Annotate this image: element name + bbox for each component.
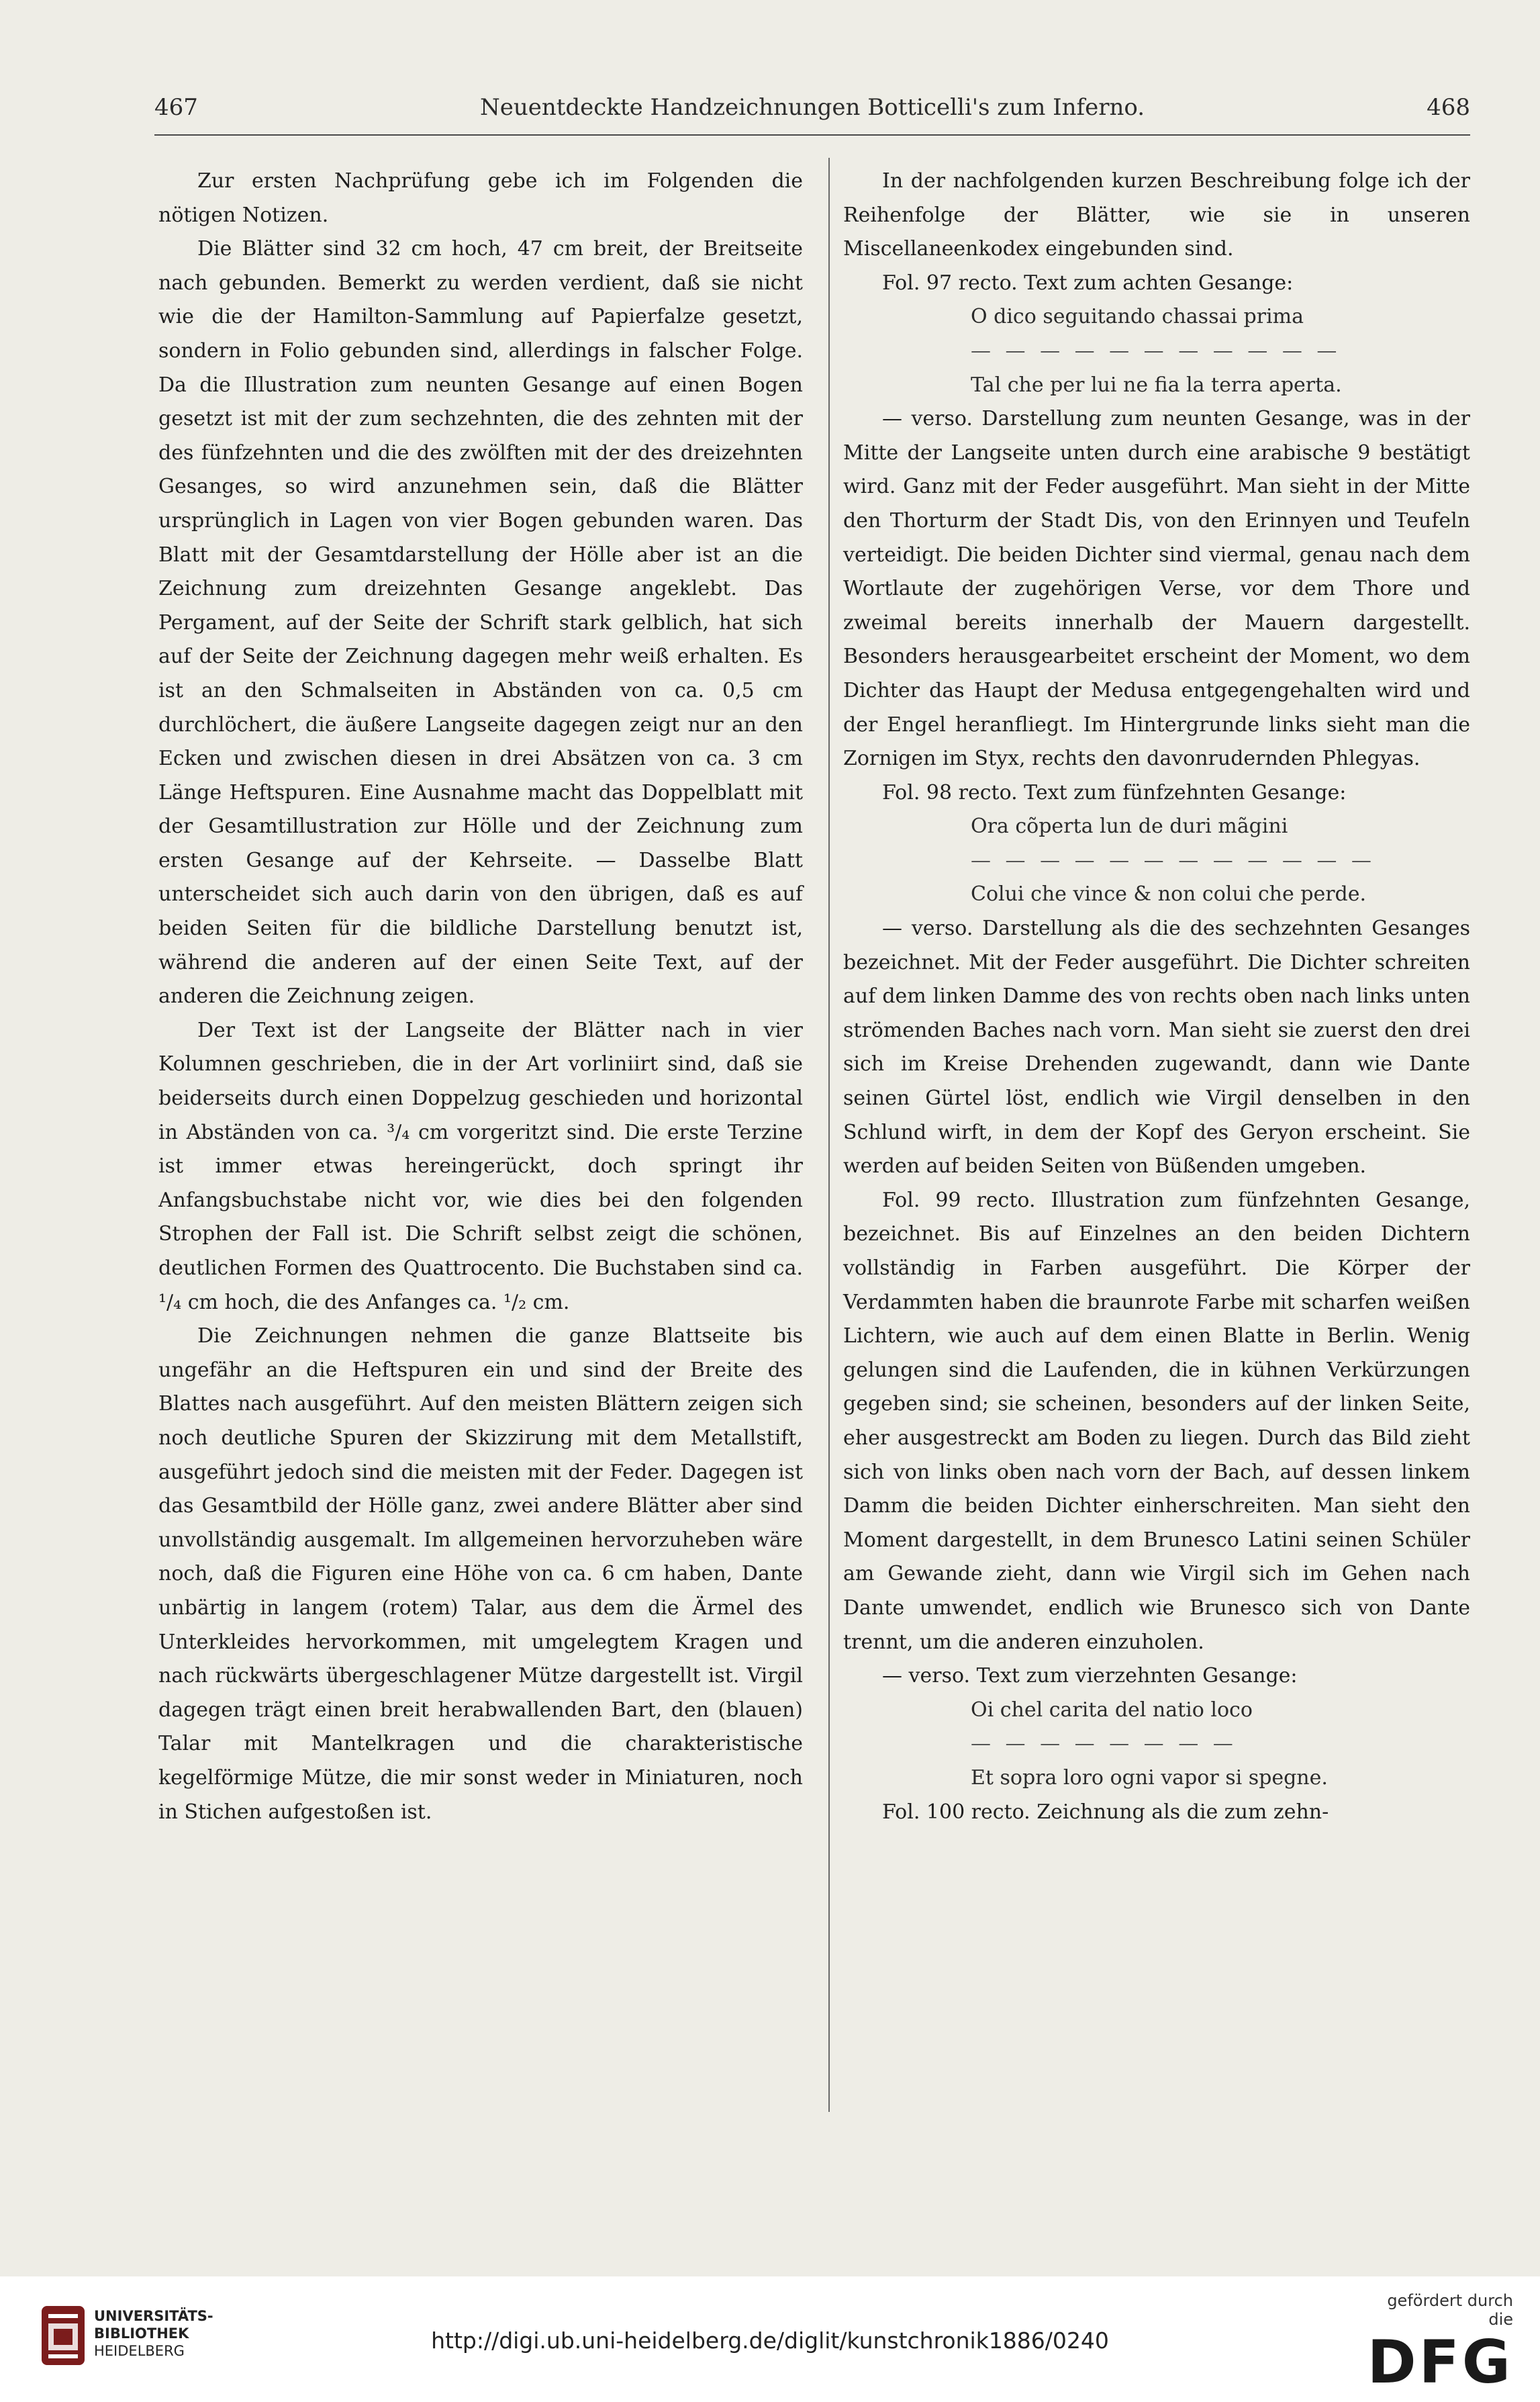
paragraph: — verso. Darstellung zum neunten Gesange, was in der Mitte der Langseite unten durch eine arabische 9 bestätigt wird. Ganz mit der Feder ausgeführt. Man sieht in der Mitte den Thorturm der Stadt Dis, von den Erinnyen und Teufeln verteidigt. Die beiden Dichter sind viermal, genau nach dem Wortlaute der zugehörigen Verse, vor dem Thore und zweimal bereits innerhalb der Mauern dargestellt. Besonders herausgearbeitet erscheint der Moment, wo dem Dichter das Haupt der Medusa entgegengehalten wird und der Engel heranfliegt. Im Hintergrunde links sieht man die Zornigen im Styx, rechts den davonrudernden Phlegyas. (843, 407, 1470, 771)
paragraph: Fol. 99 recto. Illustration zum fünfzehnten Gesange, bezeichnet. Bis auf Einzelnes an den beiden Dichtern vollständig in Farben ausgeführt. Die Körper der Verdammten haben die braunrote Farbe mit scharfen weißen Lichtern, wie auch auf dem einen Blatte in Berlin. Wenig gelungen sind die Laufenden, die in kühnen Verkürzungen gegeben sind; sie scheinen, besonders auf der linken Seite, eher ausgestreckt am Boden zu liegen. Durch das Bild zieht sich von links oben nach vorn der Bach, auf dessen linkem Damm die beiden Dichter einherschreiten. Man sieht den Moment dargestellt, in dem Brunesco Latini seinen Schüler am Gewande zieht, dann wie Virgil sich im Gehen nach Dante umwendet, endlich wie Brunesco sich von Dante trennt, um die anderen einzuholen. (843, 1188, 1470, 1654)
verse-line: O dico seguitando chassai prima (971, 305, 1304, 329)
header-rule (154, 134, 1470, 136)
verse-line: Colui che vince & non colui che perde. (971, 882, 1367, 907)
left-column (158, 165, 803, 1829)
paragraph: Fol. 98 recto. Text zum fünfzehnten Gesange: (882, 780, 1347, 804)
running-header (154, 87, 1470, 134)
library-line: HEIDELBERG (94, 2343, 185, 2359)
verse-line: Oi chel carita del natio loco (971, 1698, 1253, 1722)
verse-line: Ora cõperta lun de duri mãgini (971, 815, 1288, 839)
ellipsis-dashes: — — — — — — — — — — — — (971, 848, 1376, 872)
paragraph: Die Zeichnungen nehmen die ganze Blattseite bis ungefähr an die Heftspuren ein und sind der Breite des Blattes nach ausgeführt. Auf den meisten Blättern zeigen sich noch deutliche Spuren der Skizzirung mit dem Metallstift, ausgeführt jedoch sind die meisten mit der Feder. Dagegen ist das Gesamtbild der Hölle ganz, zwei andere Blätter aber sind unvollständig ausgemalt. Im allgemeinen hervorzuheben wäre noch, daß die Figuren eine Höhe von ca. 6 cm haben, Dante unbärtig in langem (rotem) Talar, aus dem die Ärmel des Unterkleides hervorkommen, mit umgelegtem Kragen und nach rückwärts übergeschlagener Mütze dargestellt ist. Virgil dagegen trägt einen breit herabwallenden Bart, den (blauen) Talar mit Mantelkragen und die charakteristische kegelförmige Mütze, die mir sonst weder in Miniaturen, noch in Stichen aufgestoßen ist. (158, 1324, 803, 1824)
library-line: BIBLIOTHEK (94, 2325, 189, 2342)
page-number-left: 467 (154, 94, 198, 121)
ellipsis-dashes: — — — — — — — — — — — (971, 338, 1341, 363)
paragraph: Die Blätter sind 32 cm hoch, 47 cm breit, der Breitseite nach gebunden. Bemerkt zu werden verdient, daß sie nicht wie die der Hamilton-Sammlung auf Papierfalze gesetzt, sondern in Folio gebunden sind, allerdings in falscher Folge. Da die Illustration zum neunten Gesange auf einen Bogen gesetzt ist mit der zum sechzehnten, die des zehnten mit der des fünfzehnten und die des zwölften mit der des dreizehnten Gesanges, so wird anzunehmen sein, daß die Blätter ursprünglich in Lagen von vier Bogen gebunden waren. Das Blatt mit der Gesamtdarstellung der Hölle aber ist an die Zeichnung zum dreizehnten Gesange angeklebt. Das Pergament, auf der Seite der Schrift stark gelblich, hat sich auf der Seite der Zeichnung dagegen mehr weiß erhalten. Es ist an den Schmalseiten in Abständen von ca. 0,5 cm durchlöchert, die äußere Langseite dagegen zeigt nur an den Ecken und zwischen diesen in drei Absätzen von ca. 3 cm Länge Heftspuren. Eine Ausnahme macht das Doppelblatt mit der Gesamtillustration zur Hölle und der Zeichnung zum ersten Gesange auf der Kehrseite. — Dasselbe Blatt unterscheidet sich auch darin von den übrigen, daß es auf beiden Seiten für die bildliche Darstellung benutzt ist, während die anderen auf der einen Seite Text, auf der anderen die Zeichnung zeigen. (158, 237, 803, 1009)
source-url-link[interactable]: http://digi.ub.uni-heidelberg.de/diglit/kunstchronik1886/0240 (431, 2327, 1109, 2354)
page-number-right: 468 (1427, 94, 1470, 121)
library-line: UNIVERSITÄTS- (94, 2308, 213, 2324)
paragraph: Fol. 100 recto. Zeichnung als die zum zehn- (882, 1800, 1329, 1824)
funder-logo-block[interactable] (1365, 2291, 1513, 2397)
dfg-logo: DFG (1367, 2327, 1513, 2397)
column-divider (828, 158, 830, 2112)
digitization-footer (0, 2276, 1540, 2402)
verse-line: Tal che per lui ne fia la terra aperta. (971, 373, 1342, 397)
right-column (843, 165, 1470, 1829)
paragraph: In der nachfolgenden kurzen Beschreibung folge ich der Reihenfolge der Blätter, wie sie in unseren Miscellaneenkodex eingebunden sind. (843, 169, 1470, 261)
ellipsis-dashes: — — — — — — — — (971, 1732, 1237, 1756)
verse-line: Et sopra loro ogni vapor si spegne. (971, 1765, 1328, 1790)
paragraph: Fol. 97 recto. Text zum achten Gesange: (882, 271, 1294, 295)
paragraph: — verso. Darstellung als die des sechzehnten Gesanges bezeichnet. Mit der Feder ausgeführt. Die Dichter schreiten auf dem linken Damme des von rechts oben nach links unten strömenden Baches nach vorn. Man sieht sie zuerst den drei sich im Kreise Drehenden zugewandt, dann wie Dante seinen Gürtel löst, endlich wie Virgil denselben in den Schlund wirft, in dem der Kopf des Geryon erscheint. Sie werden auf beiden Seiten von Büßenden umgeben. (843, 917, 1470, 1179)
paragraph: Zur ersten Nachprüfung gebe ich im Folgenden die nötigen Notizen. (158, 169, 803, 227)
running-title: Neuentdeckte Handzeichnungen Botticelli's zum Inferno. (479, 94, 1145, 121)
funded-by-label: gefördert durch die (1387, 2291, 1513, 2329)
paragraph: Der Text ist der Langseite der Blätter nach in vier Kolumnen geschrieben, die in der Art vorliniirt sind, daß sie beiderseits durch einen Doppelzug geschieden und horizontal in Abständen von ca. ³/₄ cm vorgeritzt sind. Die erste Terzine ist immer etwas hereingerückt, doch springt ihr Anfangsbuchstabe nicht vor, wie dies bei den folgenden Strophen der Fall ist. Die Schrift selbst zeigt die schönen, deutlichen Formen des Quattrocento. Die Buchstaben sind ca. ¹/₄ cm hoch, die des Anfanges ca. ¹/₂ cm. (158, 1018, 803, 1314)
paragraph: — verso. Text zum vierzehnten Gesange: (882, 1664, 1298, 1688)
